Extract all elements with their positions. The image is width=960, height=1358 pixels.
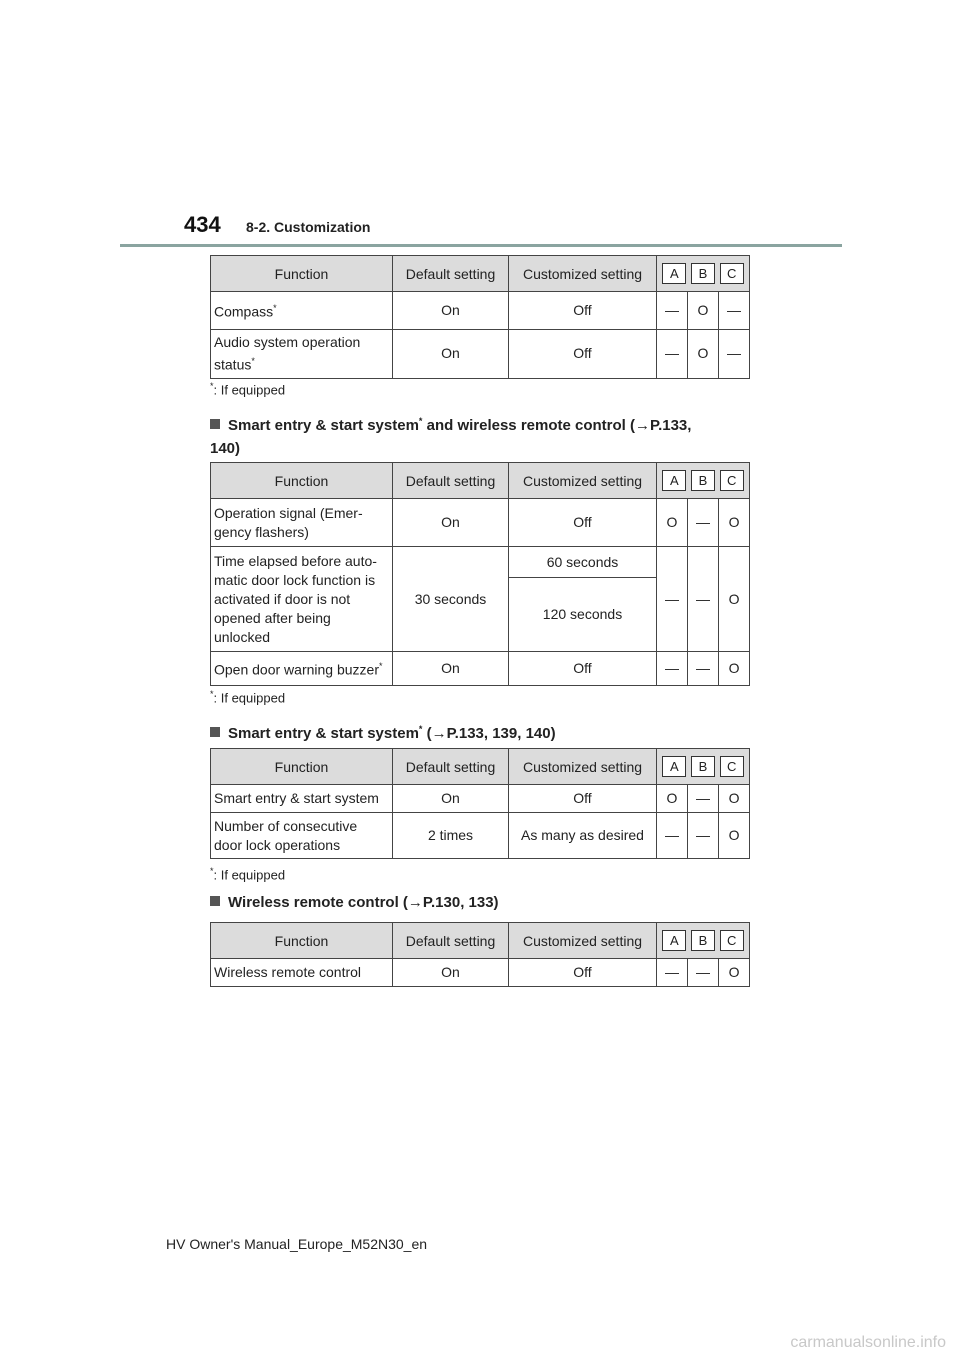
customized-cell: Off [509, 330, 657, 379]
c-cell: O [719, 785, 750, 813]
default-header: Default setting [393, 463, 509, 499]
a-cell: — [657, 330, 688, 379]
b-cell: — [688, 547, 719, 652]
b-cell: — [688, 652, 719, 686]
customized-header: Customized setting [509, 256, 657, 292]
a-box: A [662, 930, 686, 951]
default-cell: On [393, 330, 509, 379]
a-cell: — [657, 292, 688, 330]
b-cell: O [688, 292, 719, 330]
footnote: *: If equipped [210, 689, 286, 706]
section-heading: Wireless remote control (→P.130, 133) [210, 891, 770, 914]
function-cell: Time elapsed before auto- matic door lock function is activated if door is not opened after being unlocked [211, 547, 393, 652]
function-header: Function [211, 749, 393, 785]
customized-cell: 120 seconds [509, 578, 657, 652]
table-header-row [211, 256, 750, 292]
b-cell: — [688, 959, 719, 987]
default-header: Default setting [393, 923, 509, 959]
b-box: B [691, 756, 715, 777]
a-box: A [662, 470, 686, 491]
customized-cell: Off [509, 292, 657, 330]
a-cell: — [657, 959, 688, 987]
footer-text: HV Owner's Manual_Europe_M52N30_en [166, 1236, 428, 1252]
function-cell: Number of consecutive door lock operations [211, 813, 393, 859]
customized-cell: As many as desired [509, 813, 657, 859]
default-cell: 30 seconds [393, 547, 509, 652]
c-box: C [720, 756, 744, 777]
customized-header: Customized setting [509, 923, 657, 959]
function-header: Function [211, 923, 393, 959]
table-header-row [211, 749, 750, 785]
table-header-row [211, 463, 750, 499]
square-bullet-icon [210, 727, 220, 737]
customized-cell: Off [509, 959, 657, 987]
c-cell: O [719, 547, 750, 652]
b-cell: O [688, 330, 719, 379]
customized-cell: Off [509, 785, 657, 813]
abc-header [657, 463, 750, 499]
b-box: B [691, 930, 715, 951]
footnote: *: If equipped [210, 866, 286, 883]
c-cell: O [719, 652, 750, 686]
b-box: B [691, 263, 715, 284]
function-header: Function [211, 463, 393, 499]
watermark: carmanualsonline.info [790, 1334, 946, 1351]
square-bullet-icon [210, 419, 220, 429]
compass-audio-table [210, 255, 750, 379]
page-number: 434 [184, 212, 221, 237]
table-row [211, 499, 750, 547]
wireless-remote-table [210, 922, 750, 987]
c-box: C [720, 470, 744, 491]
default-cell: On [393, 652, 509, 686]
c-box: C [720, 263, 744, 284]
a-cell: O [657, 785, 688, 813]
section-title: 8-2. Customization [246, 219, 371, 235]
table-row [211, 547, 750, 578]
smart-entry-table [210, 748, 750, 859]
function-cell: Wireless remote control [211, 959, 393, 987]
table-row [211, 330, 750, 379]
abc-header [657, 749, 750, 785]
a-cell: — [657, 652, 688, 686]
default-cell: On [393, 292, 509, 330]
c-cell: O [719, 959, 750, 987]
default-header: Default setting [393, 749, 509, 785]
b-cell: — [688, 785, 719, 813]
c-cell: O [719, 499, 750, 547]
abc-header [657, 256, 750, 292]
square-bullet-icon [210, 896, 220, 906]
footnote: *: If equipped [210, 381, 286, 398]
default-cell: 2 times [393, 813, 509, 859]
customized-header: Customized setting [509, 749, 657, 785]
function-cell: Audio system operation status* [211, 330, 393, 379]
customized-header: Customized setting [509, 463, 657, 499]
table-row [211, 785, 750, 813]
abc-header [657, 923, 750, 959]
function-cell: Operation signal (Emer- gency flashers) [211, 499, 393, 547]
function-cell: Open door warning buzzer* [211, 652, 393, 686]
table-header-row [211, 923, 750, 959]
section-heading: Smart entry & start system* (→P.133, 139, 140) [210, 718, 770, 745]
section-heading: Smart entry & start system* and wireless remote control (→P.133, 140) [210, 416, 692, 457]
default-cell: On [393, 499, 509, 547]
customized-cell: Off [509, 499, 657, 547]
function-cell: Compass* [211, 292, 393, 330]
a-cell: O [657, 499, 688, 547]
table-row [211, 813, 750, 859]
b-cell: — [688, 499, 719, 547]
table-row [211, 959, 750, 987]
c-cell: O [719, 813, 750, 859]
smart-entry-wireless-table [210, 462, 750, 686]
customized-cell: Off [509, 652, 657, 686]
default-cell: On [393, 959, 509, 987]
table-row [211, 652, 750, 686]
a-box: A [662, 263, 686, 284]
a-cell: — [657, 547, 688, 652]
default-cell: On [393, 785, 509, 813]
c-box: C [720, 930, 744, 951]
function-header: Function [211, 256, 393, 292]
table-row [211, 292, 750, 330]
a-box: A [662, 756, 686, 777]
b-cell: — [688, 813, 719, 859]
c-cell: — [719, 330, 750, 379]
customized-cell: 60 seconds [509, 547, 657, 578]
b-box: B [691, 470, 715, 491]
header-rule [120, 244, 842, 247]
a-cell: — [657, 813, 688, 859]
function-cell: Smart entry & start system [211, 785, 393, 813]
c-cell: — [719, 292, 750, 330]
default-header: Default setting [393, 256, 509, 292]
